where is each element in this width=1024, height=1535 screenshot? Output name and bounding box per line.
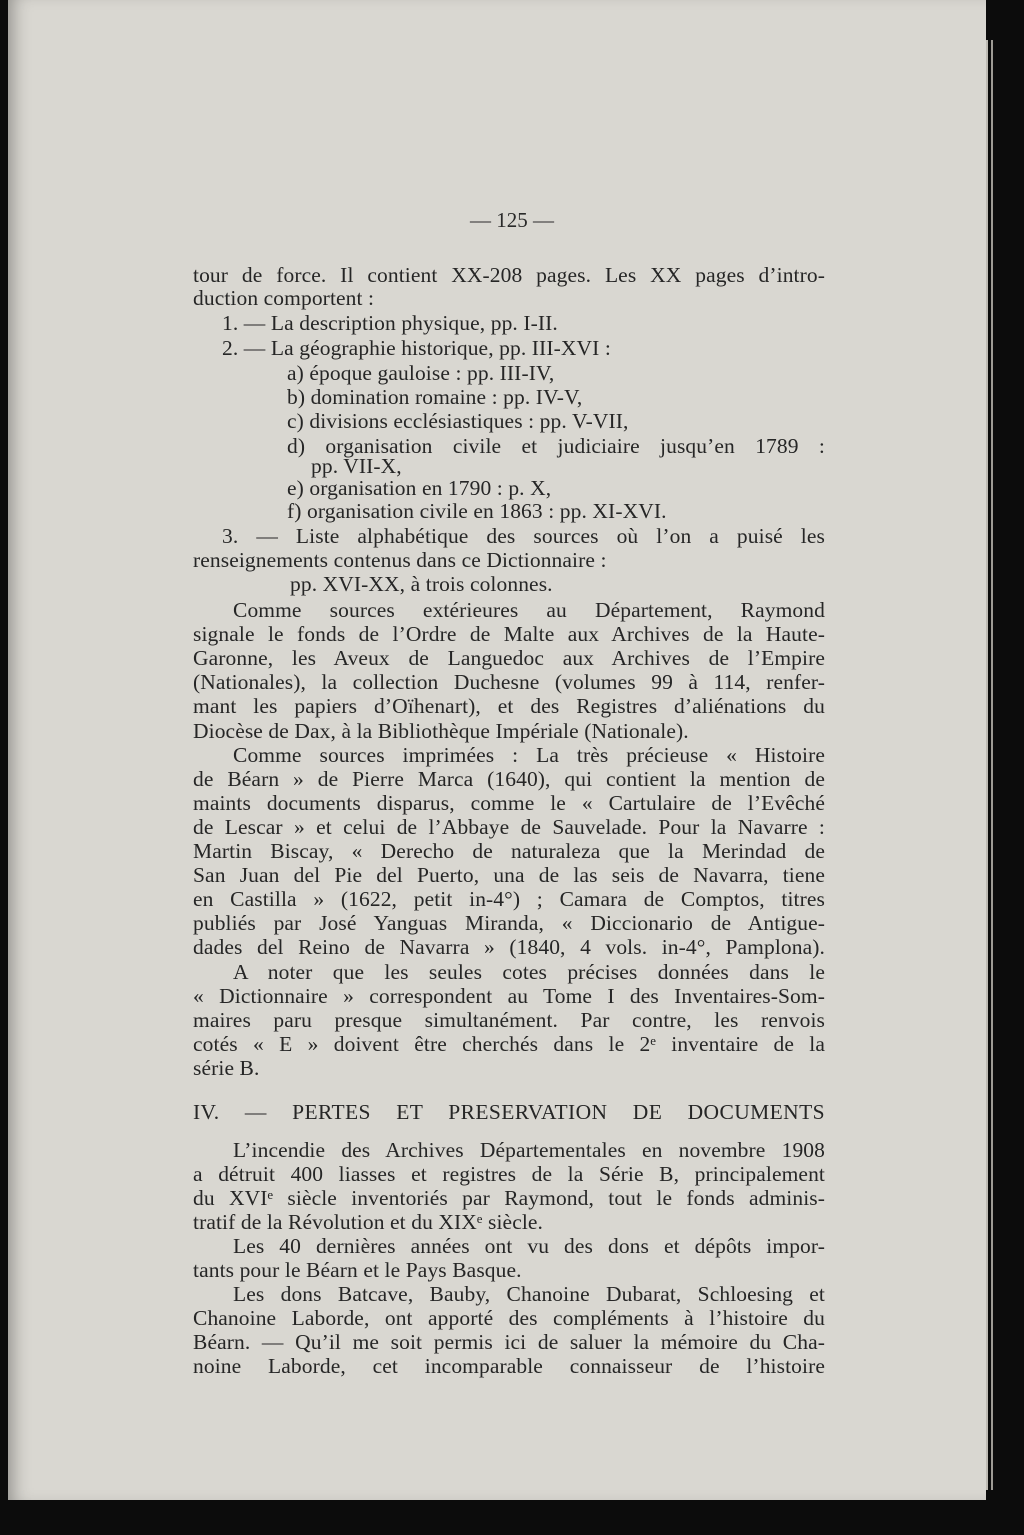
text-line: a détruit 400 liasses et registres de la Série B, principalement [193, 1162, 825, 1186]
text-line: d) organisation civile et judiciaire jusqu’en 1789 : [287, 434, 825, 458]
text-line: cotés « E » doivent être cherchés dans le 2ᵉ inventaire de la [193, 1032, 825, 1056]
text-line: e) organisation en 1790 : p. X, [287, 476, 552, 500]
text-line: 1. — La description physique, pp. I-II. [222, 311, 558, 335]
text-line: publiés par José Yanguas Miranda, « Diccionario de Antigue- [193, 911, 825, 935]
text-line: duction comportent : [193, 286, 375, 310]
text-line: maints documents disparus, comme le « Cartulaire de l’Evêché [193, 791, 825, 815]
text-line: Les 40 dernières années ont vu des dons et dépôts impor- [233, 1234, 825, 1258]
text-line: en Castilla » (1622, petit in-4°) ; Camara de Comptos, titres [193, 887, 825, 911]
text-line: pp. XVI-XX, à trois colonnes. [290, 572, 553, 596]
text-line: Martin Biscay, « Derecho de naturaleza que la Merindad de [193, 839, 825, 863]
text-line: L’incendie des Archives Départementales en novembre 1908 [233, 1138, 825, 1162]
text-line: « Dictionnaire » correspondent au Tome I des Inventaires-Som- [193, 984, 825, 1008]
page-number: — 125 — [470, 208, 554, 232]
text-line: b) domination romaine : pp. IV-V, [287, 385, 583, 409]
text-line: de Béarn » de Pierre Marca (1640), qui contient la mention de [193, 767, 825, 791]
text-line: renseignements contenus dans ce Dictionnaire : [193, 548, 607, 572]
text-line: de Lescar » et celui de l’Abbaye de Sauvelade. Pour la Navarre : [193, 815, 825, 839]
page-edge [991, 40, 993, 1490]
text-line: du XVIᵉ siècle inventoriés par Raymond, tout le fonds adminis- [193, 1186, 825, 1210]
text-line: Les dons Batcave, Bauby, Chanoine Dubarat, Schloesing et [233, 1282, 825, 1306]
text-line: Comme sources imprimées : La très précieuse « Histoire [233, 743, 825, 767]
text-line: a) époque gauloise : pp. III-IV, [287, 361, 555, 385]
text-line: c) divisions ecclésiastiques : pp. V-VII, [287, 409, 629, 433]
text-line: dades del Reino de Navarra » (1840, 4 vols. in-4°, Pamplona). [193, 935, 825, 959]
text-line: 2. — La géographie historique, pp. III-XVI : [222, 336, 611, 360]
text-line: f) organisation civile en 1863 : pp. XI-XVI. [287, 499, 667, 523]
text-line: tants pour le Béarn et le Pays Basque. [193, 1258, 522, 1282]
text-line: pp. VII-X, [311, 454, 402, 478]
section-heading: IV. — PERTES ET PRESERVATION DE DOCUMENTS [193, 1100, 825, 1124]
text-line: 3. — Liste alphabétique des sources où l’on a puisé les [222, 524, 825, 548]
text-line: maires paru presque simultanément. Par contre, les renvois [193, 1008, 825, 1032]
text-line: A noter que les seules cotes précises données dans le [233, 960, 825, 984]
text-line: signale le fonds de l’Ordre de Malte aux Archives de la Haute- [193, 622, 825, 646]
text-line: Béarn. — Qu’il me soit permis ici de saluer la mémoire du Cha- [193, 1330, 825, 1354]
text-line: San Juan del Pie del Puerto, una de las seis de Navarra, tiene [193, 863, 825, 887]
text-line: noine Laborde, cet incomparable connaisseur de l’histoire [193, 1354, 825, 1378]
text-line: (Nationales), la collection Duchesne (volumes 99 à 114, renfer- [193, 670, 825, 694]
text-line: Diocèse de Dax, à la Bibliothèque Impériale (Nationale). [193, 719, 689, 743]
text-line: Comme sources extérieures au Département, Raymond [233, 598, 825, 622]
text-line: tratif de la Révolution et du XIXᵉ siècle. [193, 1210, 544, 1234]
text-line: série B. [193, 1056, 260, 1080]
text-line: Garonne, les Aveux de Languedoc aux Archives de l’Empire [193, 646, 825, 670]
page-edge [986, 40, 988, 1490]
text-line: mant les papiers d’Oïhenart), et des Registres d’aliénations du [193, 694, 825, 718]
text-line: Chanoine Laborde, ont apporté des compléments à l’histoire du [193, 1306, 825, 1330]
text-line: tour de force. Il contient XX-208 pages. Les XX pages d’intro- [193, 263, 825, 287]
